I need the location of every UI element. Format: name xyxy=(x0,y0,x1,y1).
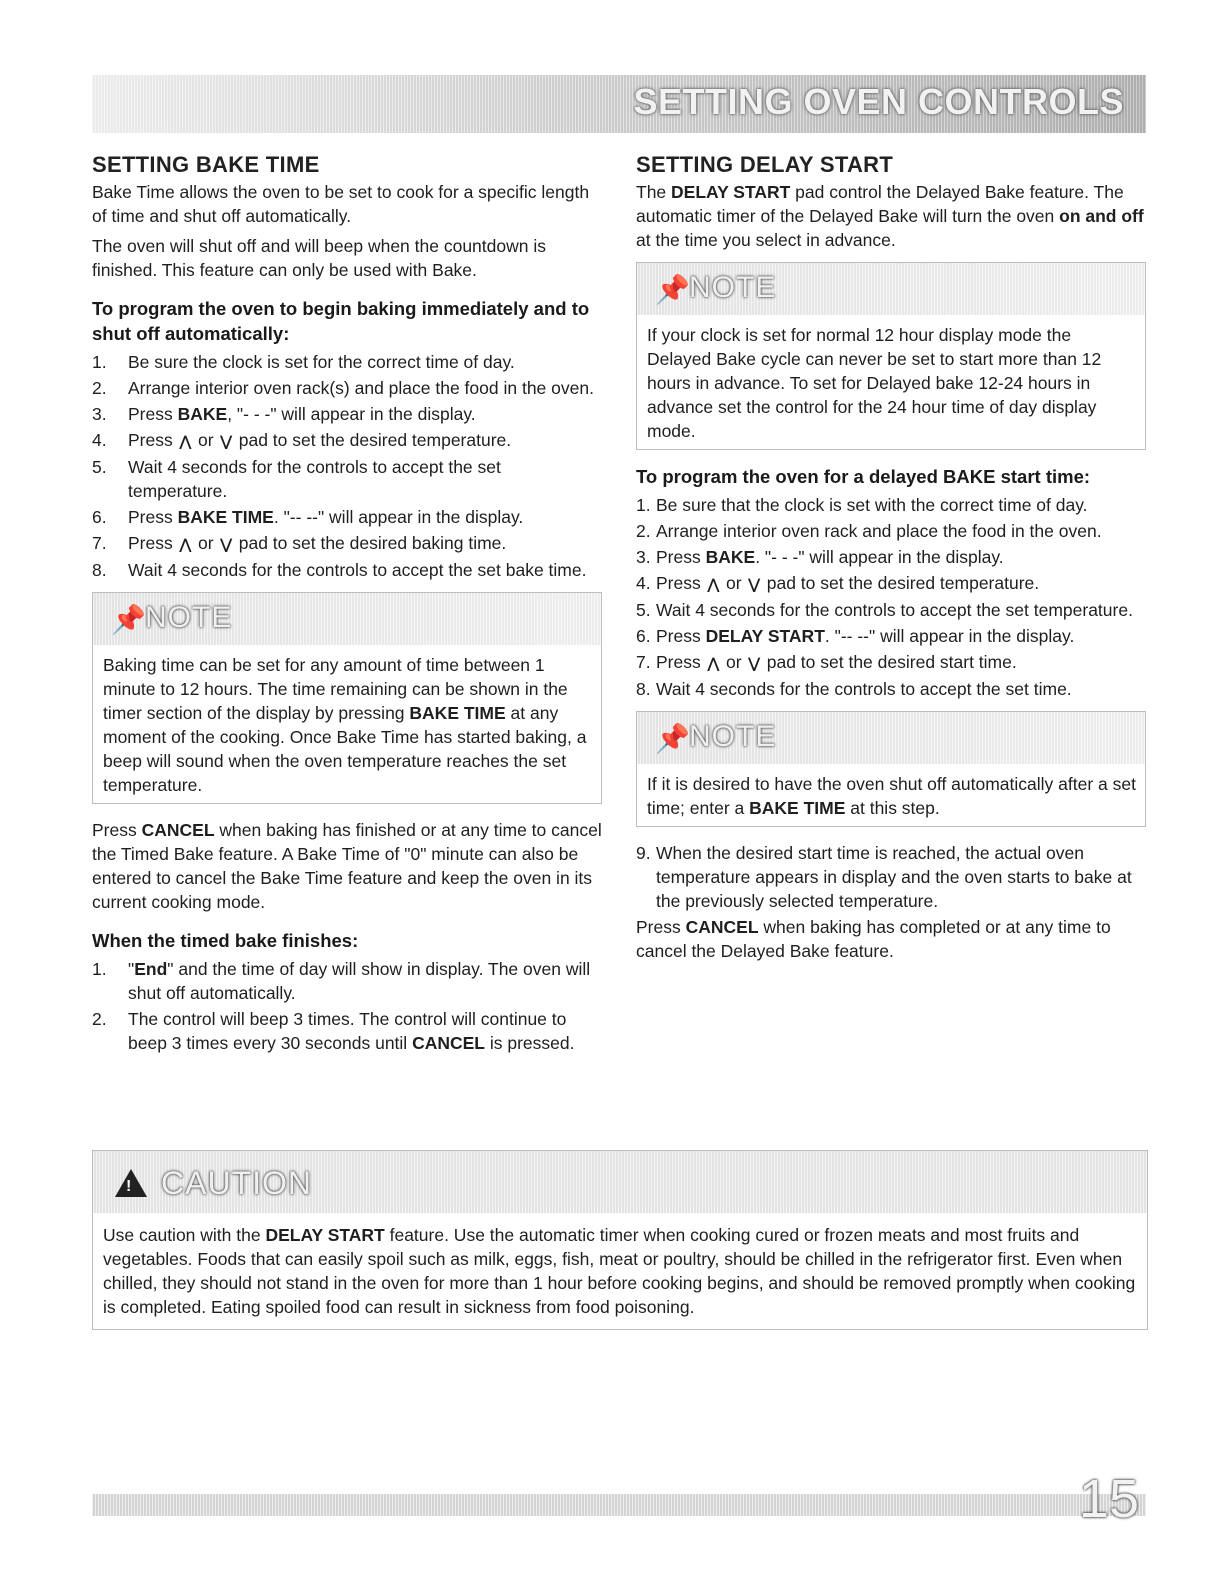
banner-title: SETTING OVEN CONTROLS xyxy=(633,81,1124,122)
note-box xyxy=(92,592,602,804)
caution-text: Use caution with the DELAY START feature. Use the automatic timer when cooking cured or frozen meats and most fruits and vegetables. Foods that can easily spoil such as milk, eggs, fish, meat or poultry, should be chilled in the refrigerator first. Even when chilled, they should not stand in the oven for more than 1 hour before cooking begins, and should be removed promptly when cooking is completed. Eating spoiled food can result in sickness from food poisoning. xyxy=(103,1225,1136,1317)
list-item: 2. Arrange interior oven rack and place the food in the oven. xyxy=(636,521,1102,541)
list-item: 1. Be sure that the clock is set with the correct time of day. xyxy=(636,495,1088,515)
note-label: NOTE xyxy=(689,271,777,304)
list-item: 3. Press BAKE. "- - -" will appear in the display. xyxy=(636,547,1004,567)
delay-subheading: To program the oven for a delayed BAKE start time: xyxy=(636,466,1091,487)
list-item: 6. Press DELAY START. "-- --" will appear in the display. xyxy=(636,626,1075,646)
list-item: 7. Press ⋀ or ⋁ pad to set the desired start time. xyxy=(636,652,1017,672)
left-column xyxy=(92,150,602,1057)
note-text: If it is desired to have the oven shut off automatically after a set time; enter a BAKE TIME at this step. xyxy=(647,774,1136,818)
delay-start-heading: SETTING DELAY START xyxy=(636,152,894,177)
list-item: 7. Press ⋀ or ⋁ pad to set the desired baking time. xyxy=(92,533,507,553)
up-arrow-icon: ⋀ xyxy=(707,655,720,671)
list-item: 1. Be sure the clock is set for the correct time of day. xyxy=(92,352,515,372)
finish-steps xyxy=(92,957,602,1055)
list-item: 1. "End" and the time of day will show in display. The oven will shut off automatically. xyxy=(92,959,591,1003)
up-arrow-icon: ⋀ xyxy=(179,536,192,552)
list-item: 2. The control will beep 3 times. The control will continue to beep 3 times every 30 seconds until CANCEL is pressed. xyxy=(92,1009,575,1053)
note-header xyxy=(637,712,1145,764)
delay-steps-continued xyxy=(636,841,1146,913)
list-item: 6. Press BAKE TIME. "-- --" will appear in the display. xyxy=(92,507,524,527)
cancel-paragraph: Press CANCEL when baking has completed or at any time to cancel the Delayed Bake feature. xyxy=(636,917,1111,961)
up-arrow-icon: ⋀ xyxy=(707,576,720,592)
bake-time-intro-2: The oven will shut off and will beep when the countdown is finished. This feature can only be used with Bake. xyxy=(92,236,546,280)
down-arrow-icon: ⋁ xyxy=(220,433,232,449)
caution-label: CAUTION xyxy=(161,1165,312,1201)
down-arrow-icon: ⋁ xyxy=(748,576,760,592)
note-text: Baking time can be set for any amount of time between 1 minute to 12 hours. The time remaining can be shown in the timer section of the display by pressing BAKE TIME at any moment of the cooking. Once Bake Time has started baking, a beep will sound when the oven temperature reaches the set temperature. xyxy=(103,655,587,795)
footer-rule xyxy=(92,1494,1146,1516)
caution-header: ! CAUTION xyxy=(93,1151,1147,1213)
page-number: 15 xyxy=(1078,1469,1139,1529)
delay-steps xyxy=(636,493,1146,701)
list-item: 4. Press ⋀ or ⋁ pad to set the desired temperature. xyxy=(92,430,512,450)
section-banner xyxy=(92,75,1146,133)
note-header xyxy=(93,593,601,645)
pushpin-icon: 📌 xyxy=(111,603,146,636)
cancel-paragraph: Press CANCEL when baking has finished or at any time to cancel the Timed Bake feature. A Bake Time of "0" minute can also be entered to cancel the Bake Time feature and keep the oven in its current cooking mode. xyxy=(92,820,602,912)
note-label: NOTE xyxy=(689,720,777,753)
list-item: 3. Press BAKE, "- - -" will appear in the display. xyxy=(92,404,476,424)
note-text: If your clock is set for normal 12 hour display mode the Delayed Bake cycle can never be set to start more than 12 hours in advance. To set for Delayed bake 12-24 hours in advance set the control for the 24 hour time of day display mode. xyxy=(647,325,1102,441)
finish-heading: When the timed bake finishes: xyxy=(92,930,359,951)
list-item: 9. When the desired start time is reached, the actual oven temperature appears in display and the oven starts to bake at the previously selected temperature. xyxy=(636,843,1132,911)
note-label: NOTE xyxy=(145,601,233,634)
right-column xyxy=(636,150,1146,969)
list-item: 8. Wait 4 seconds for the controls to accept the set bake time. xyxy=(92,560,587,580)
list-item: 2. Arrange interior oven rack(s) and place the food in the oven. xyxy=(92,378,594,398)
delay-start-intro: The DELAY START pad control the Delayed Bake feature. The automatic timer of the Delayed Bake will turn the oven on and off at the time you select in advance. xyxy=(636,182,1144,250)
up-arrow-icon: ⋀ xyxy=(179,433,192,449)
list-item: 5. Wait 4 seconds for the controls to accept the set temperature. xyxy=(636,600,1133,620)
bake-time-heading: SETTING BAKE TIME xyxy=(92,152,320,177)
list-item: 4. Press ⋀ or ⋁ pad to set the desired temperature. xyxy=(636,573,1040,593)
note-box xyxy=(636,262,1146,450)
down-arrow-icon: ⋁ xyxy=(220,536,232,552)
bake-time-subheading: To program the oven to begin baking immediately and to shut off automatically: xyxy=(92,298,590,344)
bake-time-steps xyxy=(92,350,602,582)
bake-time-intro-1: Bake Time allows the oven to be set to cook for a specific length of time and shut off automatically. xyxy=(92,182,590,226)
list-item: 8. Wait 4 seconds for the controls to accept the set time. xyxy=(636,679,1072,699)
note-header xyxy=(637,263,1145,315)
note-box xyxy=(636,711,1146,827)
down-arrow-icon: ⋁ xyxy=(748,655,760,671)
caution-box xyxy=(92,1150,1148,1330)
pushpin-icon: 📌 xyxy=(655,273,690,306)
list-item: 5. Wait 4 seconds for the controls to accept the set temperature. xyxy=(92,457,501,501)
pushpin-icon: 📌 xyxy=(655,722,690,755)
